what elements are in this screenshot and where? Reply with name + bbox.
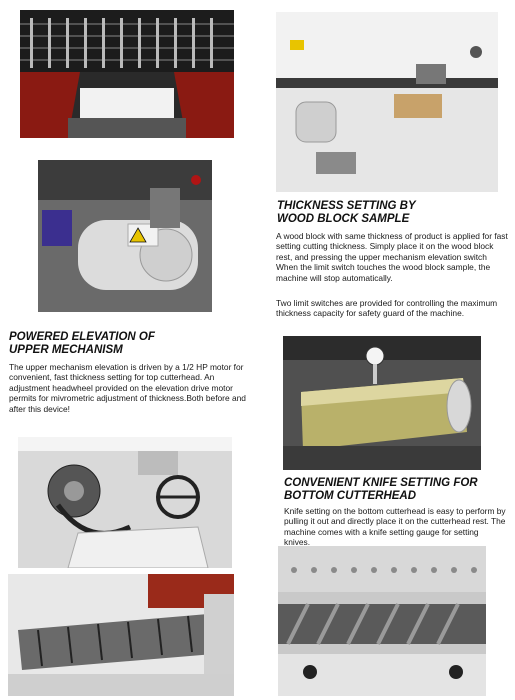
photo-feed-rollers [20, 10, 234, 138]
body-powered-elevation: The upper mechanism elevation is driven by a 1/2 HP motor for convenient, fast thickness setting for top cutterhead. An adjustment headwheel provided on the elevation drive motor permits for mivrometric adjustment of thickness.Both before and after this device! [9, 362, 246, 414]
body-thickness-setting: A wood block with same thickness of product is applied for fast setting cutting thickness. Simply place it on the wood block rest, and pressing the upper mechanism elevation switch When the limit switch touches the wood block sample, the machine will stop automatically. [276, 231, 508, 283]
body-knife-setting: Knife setting on the bottom cutterhead is easy to perform by pulling it out and directly place it on the cutterhead rest. The machine comes with a knife setting gauge for setting knives. [284, 506, 506, 548]
photo-knife-gauge [283, 336, 481, 470]
heading-line: BOTTOM CUTTERHEAD [284, 490, 417, 502]
photo-wood-block-switch [276, 12, 498, 192]
heading-thickness-setting [277, 200, 509, 226]
photo-elevation-motor [38, 160, 212, 312]
heading-line: WOOD BLOCK SAMPLE [277, 213, 410, 225]
heading-line: CONVENIENT KNIFE SETTING FOR [284, 477, 478, 489]
heading-line: THICKNESS SETTING BY [277, 200, 416, 212]
photo-headwheel [18, 437, 232, 568]
photo-top-cutterhead [8, 574, 234, 696]
heading-powered-elevation [9, 331, 249, 357]
photo-bottom-cutterhead [278, 546, 486, 696]
heading-line: UPPER MECHANISM [9, 344, 123, 356]
heading-line: POWERED ELEVATION OF [9, 331, 155, 343]
heading-knife-setting [284, 477, 510, 503]
body-limit-switches: Two limit switches are provided for controlling the maximum thickness capacity for safety guard of the machine. [276, 298, 498, 319]
